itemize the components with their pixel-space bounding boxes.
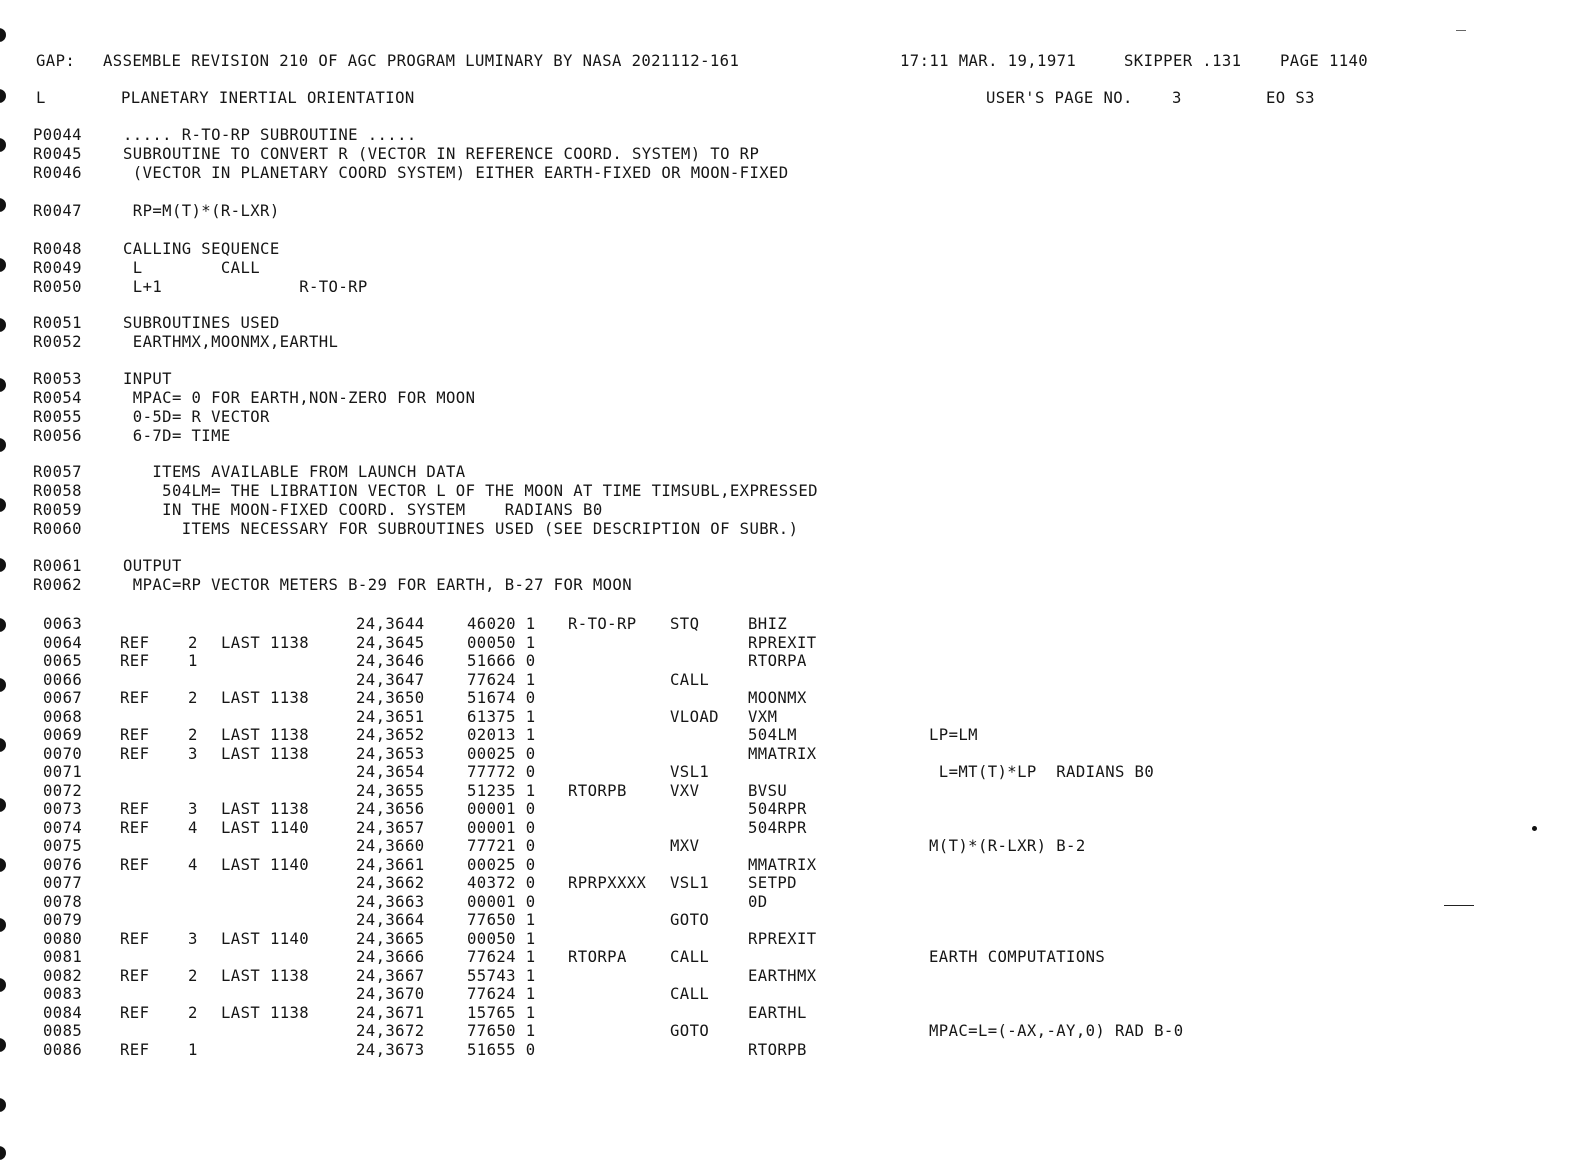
punch-hole bbox=[0, 258, 6, 272]
octal-word: 02013 1 bbox=[467, 726, 536, 744]
punch-hole bbox=[0, 918, 6, 932]
punch-hole bbox=[0, 558, 6, 572]
last-page-ref: LAST 1138 bbox=[221, 726, 310, 744]
comment-line-id: R0047 bbox=[33, 202, 82, 220]
comment-line-id: R0058 bbox=[33, 482, 82, 500]
line-number: 0074 bbox=[43, 819, 83, 837]
comment-line-text: SUBROUTINE TO CONVERT R (VECTOR IN REFERENCE COORD. SYSTEM) TO RP bbox=[123, 145, 760, 163]
address: 24,3657 bbox=[356, 819, 425, 837]
comment-line-id: R0059 bbox=[33, 501, 82, 519]
comment-line-text: RP=M(T)*(R-LXR) bbox=[123, 202, 280, 220]
last-page-ref: LAST 1138 bbox=[221, 634, 310, 652]
address: 24,3655 bbox=[356, 782, 425, 800]
line-number: 0064 bbox=[43, 634, 83, 652]
line-comment: M(T)*(R-LXR) B-2 bbox=[929, 837, 1086, 855]
header-title: ASSEMBLE REVISION 210 OF AGC PROGRAM LUMINARY BY NASA 2021112-161 bbox=[103, 52, 740, 70]
address: 24,3651 bbox=[356, 708, 425, 726]
punch-hole bbox=[0, 498, 6, 512]
operand: 504RPR bbox=[748, 819, 807, 837]
address: 24,3650 bbox=[356, 689, 425, 707]
line-number: 0068 bbox=[43, 708, 83, 726]
comment-line-id: P0044 bbox=[33, 126, 82, 144]
address: 24,3670 bbox=[356, 985, 425, 1003]
ref-count: 2 bbox=[188, 1004, 198, 1022]
octal-word: 51655 0 bbox=[467, 1041, 536, 1059]
octal-word: 77721 0 bbox=[467, 837, 536, 855]
comment-line-id: R0051 bbox=[33, 314, 82, 332]
ref-marker: REF bbox=[120, 930, 150, 948]
operand: EARTHL bbox=[748, 1004, 807, 1022]
operand: 504LM bbox=[748, 726, 797, 744]
punch-hole bbox=[0, 858, 6, 872]
line-number: 0075 bbox=[43, 837, 83, 855]
opcode: CALL bbox=[670, 948, 710, 966]
line-number: 0082 bbox=[43, 967, 83, 985]
opcode: STQ bbox=[670, 615, 700, 633]
ref-marker: REF bbox=[120, 800, 150, 818]
address: 24,3662 bbox=[356, 874, 425, 892]
opcode: VSL1 bbox=[670, 763, 710, 781]
octal-word: 00025 0 bbox=[467, 745, 536, 763]
punch-hole bbox=[0, 798, 6, 812]
comment-line-id: R0061 bbox=[33, 557, 82, 575]
ref-count: 4 bbox=[188, 819, 198, 837]
octal-word: 77624 1 bbox=[467, 671, 536, 689]
header-skipper: SKIPPER .131 bbox=[1124, 52, 1242, 70]
comment-line-text: OUTPUT bbox=[123, 557, 182, 575]
octal-word: 77624 1 bbox=[467, 985, 536, 1003]
comment-line-id: R0045 bbox=[33, 145, 82, 163]
address: 24,3654 bbox=[356, 763, 425, 781]
line-comment: MPAC=L=(-AX,-AY,0) RAD B-0 bbox=[929, 1022, 1184, 1040]
address: 24,3663 bbox=[356, 893, 425, 911]
punch-hole bbox=[0, 138, 6, 152]
comment-line-text: 6-7D= TIME bbox=[123, 427, 231, 445]
last-page-ref: LAST 1138 bbox=[221, 800, 310, 818]
comment-line-text: CALLING SEQUENCE bbox=[123, 240, 280, 258]
label: R-TO-RP bbox=[568, 615, 637, 633]
label: RPRPXXXX bbox=[568, 874, 647, 892]
comment-line-id: R0062 bbox=[33, 576, 82, 594]
punch-hole bbox=[0, 1038, 6, 1052]
octal-word: 77650 1 bbox=[467, 911, 536, 929]
comment-line-id: R0054 bbox=[33, 389, 82, 407]
ref-marker: REF bbox=[120, 967, 150, 985]
last-page-ref: LAST 1138 bbox=[221, 689, 310, 707]
ref-count: 1 bbox=[188, 652, 198, 670]
ref-marker: REF bbox=[120, 689, 150, 707]
header-code: EO S3 bbox=[1266, 89, 1315, 107]
opcode: MXV bbox=[670, 837, 700, 855]
octal-word: 51674 0 bbox=[467, 689, 536, 707]
comment-line-text: MPAC= 0 FOR EARTH,NON-ZERO FOR MOON bbox=[123, 389, 476, 407]
octal-word: 00001 0 bbox=[467, 800, 536, 818]
address: 24,3644 bbox=[356, 615, 425, 633]
operand: RPREXIT bbox=[748, 634, 817, 652]
last-page-ref: LAST 1138 bbox=[221, 967, 310, 985]
operand: SETPD bbox=[748, 874, 797, 892]
comment-line-text: 0-5D= R VECTOR bbox=[123, 408, 270, 426]
comment-line-id: R0050 bbox=[33, 278, 82, 296]
operand: RPREXIT bbox=[748, 930, 817, 948]
last-page-ref: LAST 1140 bbox=[221, 819, 310, 837]
punch-hole bbox=[0, 1098, 6, 1112]
address: 24,3653 bbox=[356, 745, 425, 763]
opcode: CALL bbox=[670, 985, 710, 1003]
comment-line-text: ..... R-TO-RP SUBROUTINE ..... bbox=[123, 126, 417, 144]
operand: 0D bbox=[748, 893, 768, 911]
octal-word: 51235 1 bbox=[467, 782, 536, 800]
address: 24,3666 bbox=[356, 948, 425, 966]
punch-hole bbox=[0, 198, 6, 212]
address: 24,3672 bbox=[356, 1022, 425, 1040]
line-number: 0080 bbox=[43, 930, 83, 948]
header-l: L bbox=[36, 89, 46, 107]
octal-word: 00050 1 bbox=[467, 930, 536, 948]
comment-line-text: L+1 R-TO-RP bbox=[123, 278, 368, 296]
ref-marker: REF bbox=[120, 819, 150, 837]
operand: BHIZ bbox=[748, 615, 788, 633]
last-page-ref: LAST 1138 bbox=[221, 745, 310, 763]
octal-word: 40372 0 bbox=[467, 874, 536, 892]
line-comment: EARTH COMPUTATIONS bbox=[929, 948, 1106, 966]
scan-mark bbox=[1456, 30, 1466, 31]
comment-line-text: 504LM= THE LIBRATION VECTOR L OF THE MOON AT TIME TIMSUBL,EXPRESSED bbox=[123, 482, 818, 500]
comment-line-id: R0060 bbox=[33, 520, 82, 538]
section-title: PLANETARY INERTIAL ORIENTATION bbox=[121, 89, 415, 107]
comment-line-id: R0053 bbox=[33, 370, 82, 388]
ref-count: 4 bbox=[188, 856, 198, 874]
label: RTORPA bbox=[568, 948, 627, 966]
comment-line-text: (VECTOR IN PLANETARY COORD SYSTEM) EITHER EARTH-FIXED OR MOON-FIXED bbox=[123, 164, 789, 182]
line-comment: LP=LM bbox=[929, 726, 978, 744]
address: 24,3660 bbox=[356, 837, 425, 855]
opcode: GOTO bbox=[670, 1022, 710, 1040]
line-number: 0067 bbox=[43, 689, 83, 707]
octal-word: 51666 0 bbox=[467, 652, 536, 670]
address: 24,3647 bbox=[356, 671, 425, 689]
address: 24,3665 bbox=[356, 930, 425, 948]
line-comment: L=MT(T)*LP RADIANS B0 bbox=[929, 763, 1155, 781]
octal-word: 15765 1 bbox=[467, 1004, 536, 1022]
comment-line-text: L CALL bbox=[123, 259, 261, 277]
punch-hole bbox=[0, 618, 6, 632]
line-number: 0083 bbox=[43, 985, 83, 1003]
ref-count: 2 bbox=[188, 967, 198, 985]
label: RTORPB bbox=[568, 782, 627, 800]
last-page-ref: LAST 1140 bbox=[221, 856, 310, 874]
address: 24,3667 bbox=[356, 967, 425, 985]
operand: RTORPA bbox=[748, 652, 807, 670]
address: 24,3671 bbox=[356, 1004, 425, 1022]
octal-word: 00001 0 bbox=[467, 819, 536, 837]
ref-marker: REF bbox=[120, 856, 150, 874]
header-page: PAGE 1140 bbox=[1280, 52, 1369, 70]
opcode: VXV bbox=[670, 782, 700, 800]
scan-speck bbox=[1532, 826, 1537, 831]
comment-line-text: EARTHMX,MOONMX,EARTHL bbox=[123, 333, 339, 351]
comment-line-id: R0055 bbox=[33, 408, 82, 426]
line-number: 0071 bbox=[43, 763, 83, 781]
comment-line-id: R0057 bbox=[33, 463, 82, 481]
line-number: 0085 bbox=[43, 1022, 83, 1040]
octal-word: 00025 0 bbox=[467, 856, 536, 874]
octal-word: 46020 1 bbox=[467, 615, 536, 633]
operand: MMATRIX bbox=[748, 856, 817, 874]
address: 24,3673 bbox=[356, 1041, 425, 1059]
address: 24,3652 bbox=[356, 726, 425, 744]
users-page-number: USER'S PAGE NO. 3 bbox=[986, 89, 1182, 107]
scan-mark bbox=[1444, 905, 1474, 906]
line-number: 0073 bbox=[43, 800, 83, 818]
line-number: 0084 bbox=[43, 1004, 83, 1022]
ref-count: 2 bbox=[188, 689, 198, 707]
operand: RTORPB bbox=[748, 1041, 807, 1059]
comment-line-id: R0052 bbox=[33, 333, 82, 351]
operand: EARTHMX bbox=[748, 967, 817, 985]
ref-count: 3 bbox=[188, 930, 198, 948]
ref-marker: REF bbox=[120, 726, 150, 744]
ref-marker: REF bbox=[120, 745, 150, 763]
operand: 504RPR bbox=[748, 800, 807, 818]
opcode: VLOAD bbox=[670, 708, 719, 726]
address: 24,3656 bbox=[356, 800, 425, 818]
address: 24,3661 bbox=[356, 856, 425, 874]
ref-count: 2 bbox=[188, 634, 198, 652]
line-number: 0063 bbox=[43, 615, 83, 633]
line-number: 0066 bbox=[43, 671, 83, 689]
line-number: 0081 bbox=[43, 948, 83, 966]
octal-word: 77772 0 bbox=[467, 763, 536, 781]
line-number: 0077 bbox=[43, 874, 83, 892]
octal-word: 77650 1 bbox=[467, 1022, 536, 1040]
last-page-ref: LAST 1138 bbox=[221, 1004, 310, 1022]
octal-word: 00050 1 bbox=[467, 634, 536, 652]
opcode: VSL1 bbox=[670, 874, 710, 892]
comment-line-id: R0048 bbox=[33, 240, 82, 258]
operand: MMATRIX bbox=[748, 745, 817, 763]
comment-line-text: ITEMS AVAILABLE FROM LAUNCH DATA bbox=[123, 463, 466, 481]
line-number: 0078 bbox=[43, 893, 83, 911]
header-gap: GAP: bbox=[36, 52, 76, 70]
octal-word: 55743 1 bbox=[467, 967, 536, 985]
address: 24,3646 bbox=[356, 652, 425, 670]
comment-line-text: ITEMS NECESSARY FOR SUBROUTINES USED (SEE DESCRIPTION OF SUBR.) bbox=[123, 520, 799, 538]
line-number: 0079 bbox=[43, 911, 83, 929]
line-number: 0070 bbox=[43, 745, 83, 763]
operand: MOONMX bbox=[748, 689, 807, 707]
comment-line-text: IN THE MOON-FIXED COORD. SYSTEM RADIANS B0 bbox=[123, 501, 603, 519]
comment-line-id: R0056 bbox=[33, 427, 82, 445]
ref-marker: REF bbox=[120, 1041, 150, 1059]
punch-hole bbox=[0, 378, 6, 392]
operand: VXM bbox=[748, 708, 778, 726]
address: 24,3645 bbox=[356, 634, 425, 652]
punch-hole bbox=[0, 89, 6, 103]
comment-line-text: SUBROUTINES USED bbox=[123, 314, 280, 332]
punch-hole bbox=[0, 28, 6, 42]
address: 24,3664 bbox=[356, 911, 425, 929]
punch-hole bbox=[0, 318, 6, 332]
comment-line-id: R0049 bbox=[33, 259, 82, 277]
ref-count: 1 bbox=[188, 1041, 198, 1059]
punch-hole bbox=[0, 978, 6, 992]
opcode: GOTO bbox=[670, 911, 710, 929]
header-timestamp: 17:11 MAR. 19,1971 bbox=[900, 52, 1077, 70]
line-number: 0065 bbox=[43, 652, 83, 670]
line-number: 0072 bbox=[43, 782, 83, 800]
ref-marker: REF bbox=[120, 634, 150, 652]
ref-count: 3 bbox=[188, 800, 198, 818]
punch-hole bbox=[0, 738, 6, 752]
operand: BVSU bbox=[748, 782, 788, 800]
comment-line-text: MPAC=RP VECTOR METERS B-29 FOR EARTH, B-27 FOR MOON bbox=[123, 576, 632, 594]
punch-hole bbox=[0, 438, 6, 452]
ref-marker: REF bbox=[120, 1004, 150, 1022]
ref-marker: REF bbox=[120, 652, 150, 670]
octal-word: 77624 1 bbox=[467, 948, 536, 966]
ref-count: 3 bbox=[188, 745, 198, 763]
octal-word: 61375 1 bbox=[467, 708, 536, 726]
comment-line-text: INPUT bbox=[123, 370, 172, 388]
comment-line-id: R0046 bbox=[33, 164, 82, 182]
ref-count: 2 bbox=[188, 726, 198, 744]
punch-hole bbox=[0, 678, 6, 692]
opcode: CALL bbox=[670, 671, 710, 689]
octal-word: 00001 0 bbox=[467, 893, 536, 911]
line-number: 0076 bbox=[43, 856, 83, 874]
punch-hole bbox=[0, 1146, 6, 1160]
line-number: 0069 bbox=[43, 726, 83, 744]
last-page-ref: LAST 1140 bbox=[221, 930, 310, 948]
line-number: 0086 bbox=[43, 1041, 83, 1059]
